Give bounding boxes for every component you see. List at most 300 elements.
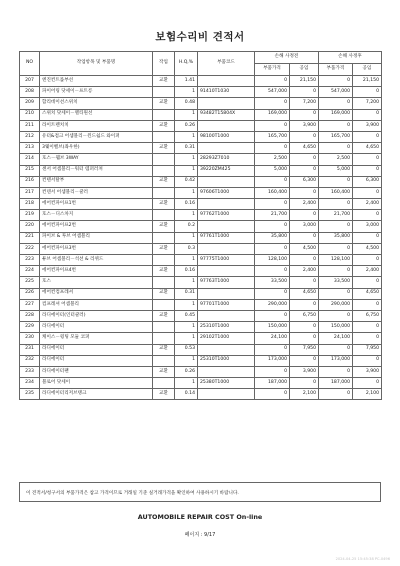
part-price-before: 173,000 (255, 355, 290, 366)
table-row (20, 120, 382, 131)
labor-after: 0 (353, 333, 382, 344)
item-name: 라디에이터 (40, 322, 153, 333)
table-row (20, 221, 382, 232)
part-code (198, 199, 255, 210)
part-price-before: 0 (255, 243, 290, 254)
hq-value: 1 (175, 355, 198, 366)
part-code: 25310T1000 (198, 322, 255, 333)
part-price-after: 0 (319, 221, 353, 232)
part-code (198, 366, 255, 377)
part-code: 25380T1000 (198, 378, 255, 389)
part-price-after: 24,100 (319, 333, 353, 344)
hq-value: 1 (175, 378, 198, 389)
row-no: 209 (20, 98, 40, 109)
part-price-after: 0 (319, 266, 353, 277)
labor-after: 7,950 (353, 344, 382, 355)
row-no: 228 (20, 310, 40, 321)
header-hq: H.Q,% (175, 52, 198, 76)
hq-value: 1 (175, 322, 198, 333)
hq-value: 1.41 (175, 76, 198, 87)
row-no: 208 (20, 87, 40, 98)
table-row (20, 266, 382, 277)
part-price-after: 0 (319, 120, 353, 131)
item-name: 호스－디스차지 (40, 210, 153, 221)
part-price-before: 0 (255, 143, 290, 154)
item-name: 에어컨파이프1번 (40, 199, 153, 210)
table-row (20, 210, 382, 221)
item-name: 에어컨컴프레셔 (40, 288, 153, 299)
labor-after: 6,300 (353, 176, 382, 187)
labor-after: 0 (353, 210, 382, 221)
labor-after: 2,400 (353, 266, 382, 277)
work-type (153, 378, 175, 389)
hq-value: 1 (175, 131, 198, 142)
part-price-before: 33,500 (255, 277, 290, 288)
labor-before: 0 (290, 187, 319, 198)
header-item: 작업항목 및 부품명 (40, 52, 153, 76)
part-price-after: 160,400 (319, 187, 353, 198)
part-price-after: 0 (319, 366, 353, 377)
hq-value: 1 (175, 232, 198, 243)
table-row (20, 355, 382, 366)
hq-value: 0.16 (175, 199, 198, 210)
part-price-after: 0 (319, 310, 353, 321)
work-type (153, 154, 175, 165)
table-row (20, 333, 382, 344)
row-no: 224 (20, 266, 40, 277)
labor-before: 0 (290, 165, 319, 176)
part-price-before: 128,100 (255, 255, 290, 266)
labor-after: 2,400 (353, 199, 382, 210)
hq-value: 0.16 (175, 266, 198, 277)
hq-value: 1 (175, 87, 198, 98)
part-code (198, 143, 255, 154)
header-part-price-before: 부품가격 (255, 64, 290, 76)
part-price-after: 150,000 (319, 322, 353, 333)
row-no: 235 (20, 389, 40, 400)
part-price-after: 5,000 (319, 165, 353, 176)
row-no: 215 (20, 165, 40, 176)
work-type: 교환 (153, 288, 175, 299)
item-name: 라디에이터 (40, 355, 153, 366)
labor-after: 2,100 (353, 389, 382, 400)
table-row (20, 366, 382, 377)
labor-before: 4,650 (290, 143, 319, 154)
part-price-after: 290,000 (319, 299, 353, 310)
part-code (198, 221, 255, 232)
part-price-after: 0 (319, 199, 353, 210)
item-name: 컴프레셔 어셈블리 (40, 299, 153, 310)
labor-before: 0 (290, 378, 319, 389)
part-price-after: 0 (319, 389, 353, 400)
part-code (198, 389, 255, 400)
hq-value: 1 (175, 299, 198, 310)
part-price-before: 150,000 (255, 322, 290, 333)
part-price-before: 290,000 (255, 299, 290, 310)
part-price-before: 2,500 (255, 154, 290, 165)
labor-before: 0 (290, 131, 319, 142)
table-row (20, 109, 382, 120)
labor-after: 0 (353, 87, 382, 98)
hq-value: 0.26 (175, 120, 198, 131)
part-price-after: 0 (319, 344, 353, 355)
table-row (20, 199, 382, 210)
hq-value: 1 (175, 277, 198, 288)
row-no: 232 (20, 355, 40, 366)
labor-after: 0 (353, 322, 382, 333)
part-price-before: 24,100 (255, 333, 290, 344)
part-code: 97761T1000 (198, 232, 255, 243)
part-price-after: 33,500 (319, 277, 353, 288)
header-labor-after: 공임 (353, 64, 382, 76)
part-price-after: 0 (319, 98, 353, 109)
item-name: 엔진컨트롤부선 (40, 76, 153, 87)
work-type: 교환 (153, 243, 175, 254)
hq-value: 1 (175, 210, 198, 221)
labor-after: 0 (353, 232, 382, 243)
table-row (20, 310, 382, 321)
labor-before: 7,950 (290, 344, 319, 355)
item-name: 에어컨파이프3번 (40, 243, 153, 254)
row-no: 221 (20, 232, 40, 243)
labor-before: 2,400 (290, 266, 319, 277)
part-price-after: 169,000 (319, 109, 353, 120)
part-code (198, 344, 255, 355)
table-row (20, 165, 382, 176)
item-name: 라디에이터(인터쿨러) (40, 310, 153, 321)
part-price-before: 5,000 (255, 165, 290, 176)
item-name: 파이어링 닷세이－프트릉 (40, 87, 153, 98)
labor-after: 0 (353, 131, 382, 142)
work-type: 교환 (153, 221, 175, 232)
labor-after: 3,000 (353, 221, 382, 232)
part-price-before: 0 (255, 389, 290, 400)
part-code: 25310T1000 (198, 355, 255, 366)
work-type: 교환 (153, 389, 175, 400)
work-type: 교환 (153, 120, 175, 131)
labor-after: 0 (353, 255, 382, 266)
row-no: 231 (20, 344, 40, 355)
work-type (153, 187, 175, 198)
part-price-before: 0 (255, 199, 290, 210)
work-type: 교환 (153, 76, 175, 87)
work-type: 교환 (153, 143, 175, 154)
part-price-after: 0 (319, 76, 353, 87)
part-price-before: 187,000 (255, 378, 290, 389)
part-price-before: 165,700 (255, 131, 290, 142)
part-code (198, 98, 255, 109)
part-price-before: 0 (255, 310, 290, 321)
row-no: 234 (20, 378, 40, 389)
table-row (20, 87, 382, 98)
hq-value: 0.3 (175, 243, 198, 254)
labor-before: 2,100 (290, 389, 319, 400)
labor-before: 3,900 (290, 366, 319, 377)
hq-value: 0.31 (175, 143, 198, 154)
labor-before: 0 (290, 299, 319, 310)
labor-before: 4,650 (290, 288, 319, 299)
part-price-after: 0 (319, 176, 353, 187)
item-name: 라디에이터팬 (40, 366, 153, 377)
part-code: 97762T1000 (198, 210, 255, 221)
table-row (20, 176, 382, 187)
hq-value: 1 (175, 154, 198, 165)
item-name: 3웨이벨브(좌우한) (40, 143, 153, 154)
row-no: 233 (20, 366, 40, 377)
item-name: 합리데이션스위치 (40, 98, 153, 109)
item-name: 유터&점크 어셈블리－윈드쉴드 와이퍼 (40, 131, 153, 142)
part-price-before: 547,000 (255, 87, 290, 98)
part-price-after: 165,700 (319, 131, 353, 142)
labor-after: 7,200 (353, 98, 382, 109)
table-row (20, 187, 382, 198)
part-price-before: 0 (255, 176, 290, 187)
labor-after: 0 (353, 355, 382, 366)
part-code: 29102T1000 (198, 333, 255, 344)
item-name: 에어컨파이프2번 (40, 221, 153, 232)
part-code: 97775T1000 (198, 255, 255, 266)
hq-value: 0.53 (175, 344, 198, 355)
row-no: 229 (20, 322, 40, 333)
labor-before: 4,500 (290, 243, 319, 254)
hq-value: 1 (175, 333, 198, 344)
table-row (20, 344, 382, 355)
work-type: 교환 (153, 176, 175, 187)
item-name: 블로어 닷세이 (40, 378, 153, 389)
page-number: 페이지 : 9/17 (184, 532, 216, 538)
table-row (20, 243, 382, 254)
part-price-after: 547,000 (319, 87, 353, 98)
header-part-price-after: 부품가격 (319, 64, 353, 76)
part-price-before: 0 (255, 76, 290, 87)
header-before-assessment: 손해 사정전 (255, 52, 319, 64)
part-code: 97701T1000 (198, 299, 255, 310)
row-no: 219 (20, 210, 40, 221)
table-row (20, 389, 382, 400)
hq-value: 0.45 (175, 310, 198, 321)
item-name: 라디에이터리저브탱크 (40, 389, 153, 400)
labor-after: 0 (353, 277, 382, 288)
work-type (153, 322, 175, 333)
row-no: 214 (20, 154, 40, 165)
part-price-after: 128,100 (319, 255, 353, 266)
row-no: 210 (20, 109, 40, 120)
part-price-after: 0 (319, 288, 353, 299)
part-price-after: 35,800 (319, 232, 353, 243)
part-code (198, 243, 255, 254)
table-row (20, 143, 382, 154)
part-code (198, 176, 255, 187)
labor-before: 6,300 (290, 176, 319, 187)
work-type (153, 355, 175, 366)
labor-before: 2,400 (290, 199, 319, 210)
header-after-assessment: 손해 사정후 (319, 52, 382, 64)
labor-after: 0 (353, 299, 382, 310)
work-type (153, 277, 175, 288)
hq-value: 0.48 (175, 98, 198, 109)
work-type (153, 255, 175, 266)
labor-after: 21,150 (353, 76, 382, 87)
table-row (20, 322, 382, 333)
item-name: 스위치 닷세이－렐티원선 (40, 109, 153, 120)
hq-value: 0.14 (175, 389, 198, 400)
row-no: 222 (20, 243, 40, 254)
row-no: 227 (20, 299, 40, 310)
work-type: 교환 (153, 310, 175, 321)
hq-value: 0.31 (175, 288, 198, 299)
hq-value: 1 (175, 255, 198, 266)
work-type: 교환 (153, 98, 175, 109)
part-price-after: 2,500 (319, 154, 353, 165)
work-type (153, 210, 175, 221)
part-code: 97763T1000 (198, 277, 255, 288)
labor-before: 3,900 (290, 120, 319, 131)
labor-before: 0 (290, 277, 319, 288)
labor-after: 3,900 (353, 366, 382, 377)
item-name: 라디에이터 (40, 344, 153, 355)
work-type: 교환 (153, 266, 175, 277)
row-no: 211 (20, 120, 40, 131)
hq-value: 1 (175, 109, 198, 120)
part-price-before: 35,800 (255, 232, 290, 243)
labor-before: 0 (290, 355, 319, 366)
part-price-after: 173,000 (319, 355, 353, 366)
table-row (20, 277, 382, 288)
work-type (153, 87, 175, 98)
labor-after: 0 (353, 165, 382, 176)
table-row (20, 154, 382, 165)
header-no: NO (20, 52, 40, 76)
part-price-before: 21,700 (255, 210, 290, 221)
estimate-table (19, 51, 382, 400)
row-no: 223 (20, 255, 40, 266)
labor-before: 3,000 (290, 221, 319, 232)
part-price-after: 187,000 (319, 378, 353, 389)
labor-before: 0 (290, 232, 319, 243)
item-name: 파이브 & 투브 어셈블리 (40, 232, 153, 243)
table-row (20, 131, 382, 142)
part-code (198, 288, 255, 299)
footer-brand: AUTOMOBILE REPAIR COST On-line (137, 513, 263, 521)
part-price-after: 0 (319, 143, 353, 154)
item-name: 컨덴서 어셈블리－쿨러 (40, 187, 153, 198)
labor-after: 4,650 (353, 143, 382, 154)
part-price-before: 0 (255, 120, 290, 131)
part-price-before: 0 (255, 344, 290, 355)
item-name: 튜브 어셈블리－석션 & 리퀴드 (40, 255, 153, 266)
work-type (153, 109, 175, 120)
labor-before: 0 (290, 109, 319, 120)
part-code: 93482T15804X (198, 109, 255, 120)
part-code: 91410T1030 (198, 87, 255, 98)
row-no: 207 (20, 76, 40, 87)
part-code: 98100T1000 (198, 131, 255, 142)
work-type (153, 232, 175, 243)
hq-value: 1 (175, 165, 198, 176)
table-row (20, 98, 382, 109)
row-no: 218 (20, 199, 40, 210)
table-row (20, 288, 382, 299)
labor-before: 21,150 (290, 76, 319, 87)
labor-after: 4,500 (353, 243, 382, 254)
labor-after: 0 (353, 154, 382, 165)
labor-before: 0 (290, 87, 319, 98)
row-no: 220 (20, 221, 40, 232)
row-no: 213 (20, 143, 40, 154)
print-timestamp: 2024-04-25 15:45:38 PC-0496 (335, 557, 390, 561)
part-price-before: 0 (255, 366, 290, 377)
hq-value: 0.2 (175, 221, 198, 232)
item-name: 에어컨파이프4번 (40, 266, 153, 277)
labor-before: 6,750 (290, 310, 319, 321)
header-labor-before: 공임 (290, 64, 319, 76)
work-type (153, 165, 175, 176)
work-type (153, 131, 175, 142)
row-no: 225 (20, 277, 40, 288)
labor-before: 0 (290, 210, 319, 221)
row-no: 226 (20, 288, 40, 299)
row-no: 230 (20, 333, 40, 344)
work-type: 교환 (153, 344, 175, 355)
labor-after: 0 (353, 378, 382, 389)
labor-after: 4,650 (353, 288, 382, 299)
table-row (20, 299, 382, 310)
labor-after: 6,750 (353, 310, 382, 321)
part-price-before: 160,400 (255, 187, 290, 198)
part-price-before: 0 (255, 221, 290, 232)
labor-before: 0 (290, 154, 319, 165)
part-price-after: 0 (319, 243, 353, 254)
labor-before: 0 (290, 333, 319, 344)
table-row (20, 255, 382, 266)
labor-before: 0 (290, 255, 319, 266)
work-type (153, 299, 175, 310)
labor-before: 7,200 (290, 98, 319, 109)
part-code: 39220ZM425 (198, 165, 255, 176)
part-price-after: 21,700 (319, 210, 353, 221)
item-name: 호스 (40, 277, 153, 288)
table-row (20, 232, 382, 243)
price-notice: 이 견적서/청구서의 부품가격은 참고 가격이므로 거래일 기준 실거래가격을 확인하여 사용하시기 바랍니다. (19, 482, 381, 502)
item-name: 호스－웰브 3WAY (40, 154, 153, 165)
row-no: 217 (20, 187, 40, 198)
part-price-before: 169,000 (255, 109, 290, 120)
header-work: 작업 (153, 52, 175, 76)
row-no: 212 (20, 131, 40, 142)
part-code (198, 120, 255, 131)
hq-value: 0.42 (175, 176, 198, 187)
part-code: 28293Z7010 (198, 154, 255, 165)
table-row (20, 378, 382, 389)
hq-value: 1 (175, 187, 198, 198)
work-type: 교환 (153, 366, 175, 377)
part-price-before: 0 (255, 98, 290, 109)
labor-before: 0 (290, 322, 319, 333)
part-code: 97606T1000 (198, 187, 255, 198)
labor-after: 0 (353, 109, 382, 120)
labor-after: 3,900 (353, 120, 382, 131)
item-name: 케이스－윙팅 모듈 코퍼 (40, 333, 153, 344)
row-no: 216 (20, 176, 40, 187)
part-price-before: 0 (255, 266, 290, 277)
labor-after: 0 (353, 187, 382, 198)
hq-value: 0.26 (175, 366, 198, 377)
part-price-before: 0 (255, 288, 290, 299)
document-title: 보험수리비 견적서 (155, 31, 245, 43)
item-name: 센서 어셈블리－워터 템퍼러쳐 (40, 165, 153, 176)
header-part-code: 부품코드 (198, 52, 255, 76)
table-row (20, 76, 382, 87)
